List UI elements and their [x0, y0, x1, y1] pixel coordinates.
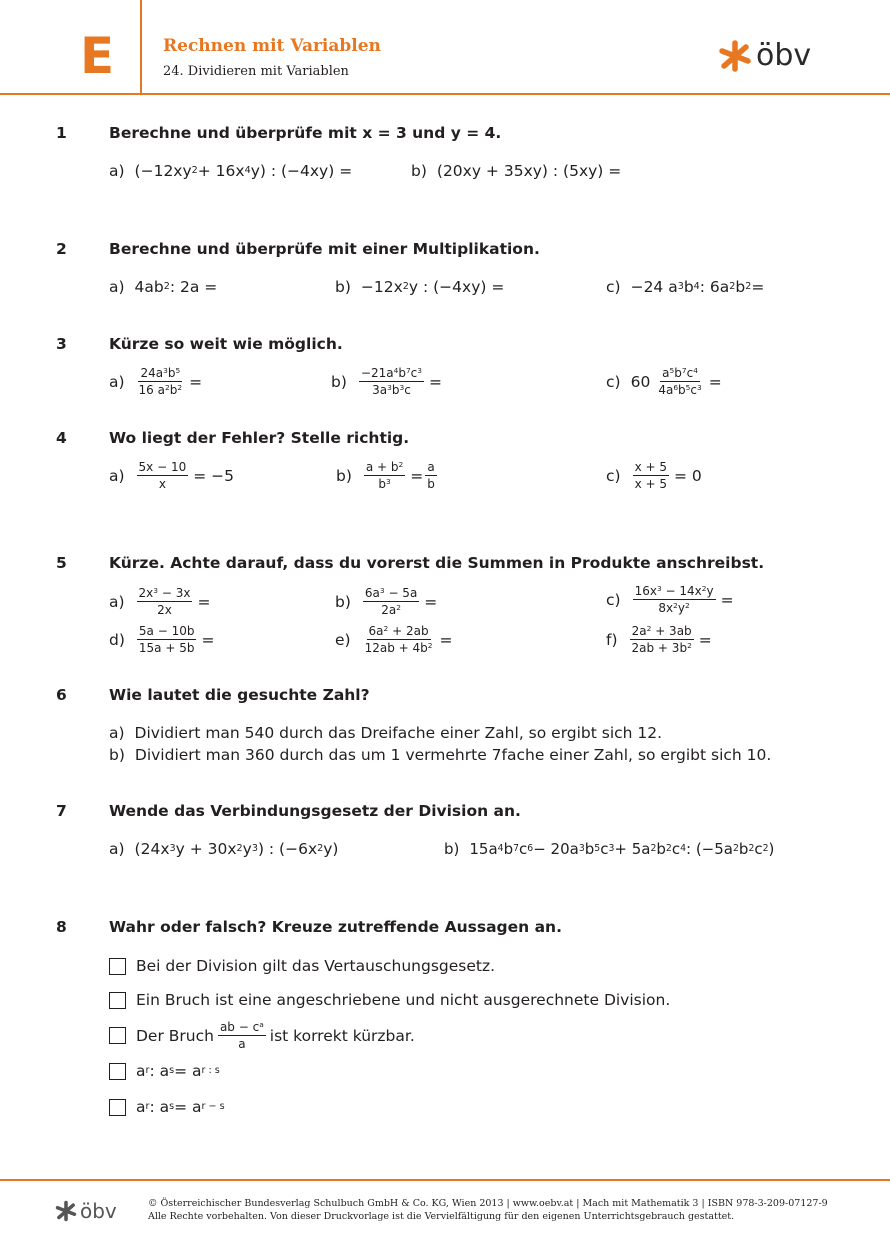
fraction: $\frac{a + b^2}{b^3}$	[365, 459, 404, 491]
statement-5-checkbox[interactable]	[109, 1099, 126, 1116]
star-logo-icon	[718, 39, 752, 73]
footer-logo	[55, 1199, 117, 1223]
task-5e: e) $\frac{6a^2 + 2ab}{12ab + 4b^2}$ =	[335, 623, 453, 655]
task-6a: a) Dividiert man 540 durch das Dreifache einer Zahl, so ergibt sich 12.	[109, 724, 663, 742]
fraction: $\frac{a}{b}$	[427, 460, 435, 491]
task-4c: c) $\frac{x + 5}{x + 5}$ = 0	[606, 460, 702, 491]
task-8-number: 8	[56, 918, 67, 936]
task-6-number: 6	[56, 686, 67, 704]
task-2-number: 2	[56, 240, 67, 258]
fraction: $\frac{5x - 10}{x}$	[138, 460, 187, 491]
task-5c: c) $\frac{16x^3 - 14x^2y}{8x^2y^2}$ =	[606, 583, 734, 615]
fraction: $\frac{-21a^4b^7c^3}{3a^3b^3c}$	[360, 365, 423, 397]
statement-2-checkbox[interactable]	[109, 992, 126, 1009]
task-3c: c) 60 $\frac{a^5b^7c^4}{4a^6b^5c^3}$ =	[606, 365, 722, 397]
header-divider-vertical	[140, 0, 142, 94]
task-1a: a) (−12xy 2 + 16x 4 y) : (−4xy) =	[109, 162, 353, 180]
star-logo-icon	[55, 1200, 77, 1222]
fraction: $\frac{2x^3 - 3x}{2x}$	[138, 585, 191, 617]
task-4b: b) $\frac{a + b^2}{b^3}$ = $\frac{a}{b}$	[336, 459, 435, 491]
fraction: $\frac{16x^3 - 14x^2y}{8x^2y^2}$	[634, 583, 714, 615]
statement-1-checkbox[interactable]	[109, 958, 126, 975]
task-4-title: Wo liegt der Fehler? Stelle richtig.	[109, 429, 410, 447]
task-7-number: 7	[56, 802, 67, 820]
statement-3: Der Bruch $\frac{ab - c^a}{a}$ ist korrekt kürzbar.	[109, 1020, 415, 1051]
task-8-title: Wahr oder falsch? Kreuze zutreffende Aussagen an.	[109, 918, 562, 936]
copyright-line: © Österreichischer Bundesverlag Schulbuch GmbH & Co. KG, Wien 2013 | www.oebv.at | Mach mit Mathematik 3 | ISBN 978-3-209-07127-9	[148, 1198, 828, 1209]
footer-divider	[0, 1179, 890, 1181]
fraction: $\frac{a^5b^7c^4}{4a^6b^5c^3}$	[658, 365, 702, 397]
task-5f: f) $\frac{2a^2 + 3ab}{2ab + 3b^2}$ =	[606, 623, 712, 655]
task-4a: a) $\frac{5x - 10}{x}$ = −5	[109, 460, 235, 491]
statement-5: a r : a s = a r − s	[109, 1098, 225, 1116]
fraction: $\frac{6a^3 - 5a}{2a^2}$	[364, 585, 418, 617]
task-5b: b) $\frac{6a^3 - 5a}{2a^2}$ =	[335, 585, 438, 617]
task-2c: c) −24 a 3 b 4 : 6a 2 b 2 =	[606, 278, 765, 296]
statement-1: Bei der Division gilt das Vertauschungsgesetz.	[109, 957, 495, 975]
fraction: $\frac{x + 5}{x + 5}$	[634, 460, 667, 491]
task-7-title: Wende das Verbindungsgesetz der Division an.	[109, 802, 521, 820]
task-1-number: 1	[56, 124, 67, 142]
fraction: $\frac{2a^2 + 3ab}{2ab + 3b^2}$	[631, 623, 692, 655]
task-6-title: Wie lautet die gesuchte Zahl?	[109, 686, 370, 704]
logo-text: öbv	[756, 38, 812, 73]
task-1-title: Berechne und überprüfe mit x = 3 und y = 4.	[109, 124, 502, 142]
task-7b: b) 15a 4 b 7 c 6 − 20a 3 b 5 c 3 + 5a 2 b 2 c 4 : (−5a 2 b 2 c 2 )	[444, 840, 775, 858]
fraction: $\frac{6a^2 + 2ab}{12ab + 4b^2}$	[364, 623, 433, 655]
task-7a: a) (24x 3 y + 30x 2 y 3 ) : (−6x 2 y)	[109, 840, 339, 858]
task-3a: a) $\frac{24a^3b^5}{16 a^2b^2}$ =	[109, 365, 203, 397]
task-5a: a) $\frac{2x^3 - 3x}{2x}$ =	[109, 585, 211, 617]
fraction: $\frac{5a - 10b}{15a + 5b}$	[138, 624, 195, 655]
statement-2: Ein Bruch ist eine angeschriebene und nicht ausgerechnete Division.	[109, 991, 670, 1009]
publisher-logo	[718, 38, 811, 73]
fraction: $\frac{ab - c^a}{a}$	[219, 1019, 264, 1051]
task-2-title: Berechne und überprüfe mit einer Multiplikation.	[109, 240, 540, 258]
task-3b: b) $\frac{-21a^4b^7c^3}{3a^3b^3c}$ =	[331, 365, 443, 397]
task-6b: b) Dividiert man 360 durch das um 1 vermehrte 7fache einer Zahl, so ergibt sich 10.	[109, 746, 772, 764]
footer-logo-text: öbv	[80, 1199, 117, 1223]
task-2a: a) 4ab 2 : 2a =	[109, 278, 218, 296]
task-5-title: Kürze. Achte darauf, dass du vorerst die Summen in Produkte anschreibst.	[109, 554, 765, 572]
task-5-number: 5	[56, 554, 67, 572]
statement-4: a r : a s = a r : s	[109, 1062, 220, 1080]
task-1b: b) (20xy + 35xy) : (5xy) =	[411, 162, 622, 180]
task-4-number: 4	[56, 429, 67, 447]
statement-3-checkbox[interactable]	[109, 1027, 126, 1044]
task-5d: d) $\frac{5a - 10b}{15a + 5b}$ =	[109, 624, 215, 655]
fraction: $\frac{24a^3b^5}{16 a^2b^2}$	[138, 365, 183, 397]
chapter-letter: E	[80, 27, 115, 85]
rights-line: Alle Rechte vorbehalten. Von dieser Druckvorlage ist die Vervielfältigung für den eigenen Unterrichtsgebrauch gestattet.	[148, 1211, 735, 1222]
task-3-number: 3	[56, 335, 67, 353]
statement-4-checkbox[interactable]	[109, 1063, 126, 1080]
chapter-title: Rechnen mit Variablen	[163, 36, 381, 56]
section-title: 24. Dividieren mit Variablen	[163, 64, 349, 79]
task-3-title: Kürze so weit wie möglich.	[109, 335, 343, 353]
task-2b: b) −12x 2 y : (−4xy) =	[335, 278, 505, 296]
header-divider	[0, 93, 890, 95]
